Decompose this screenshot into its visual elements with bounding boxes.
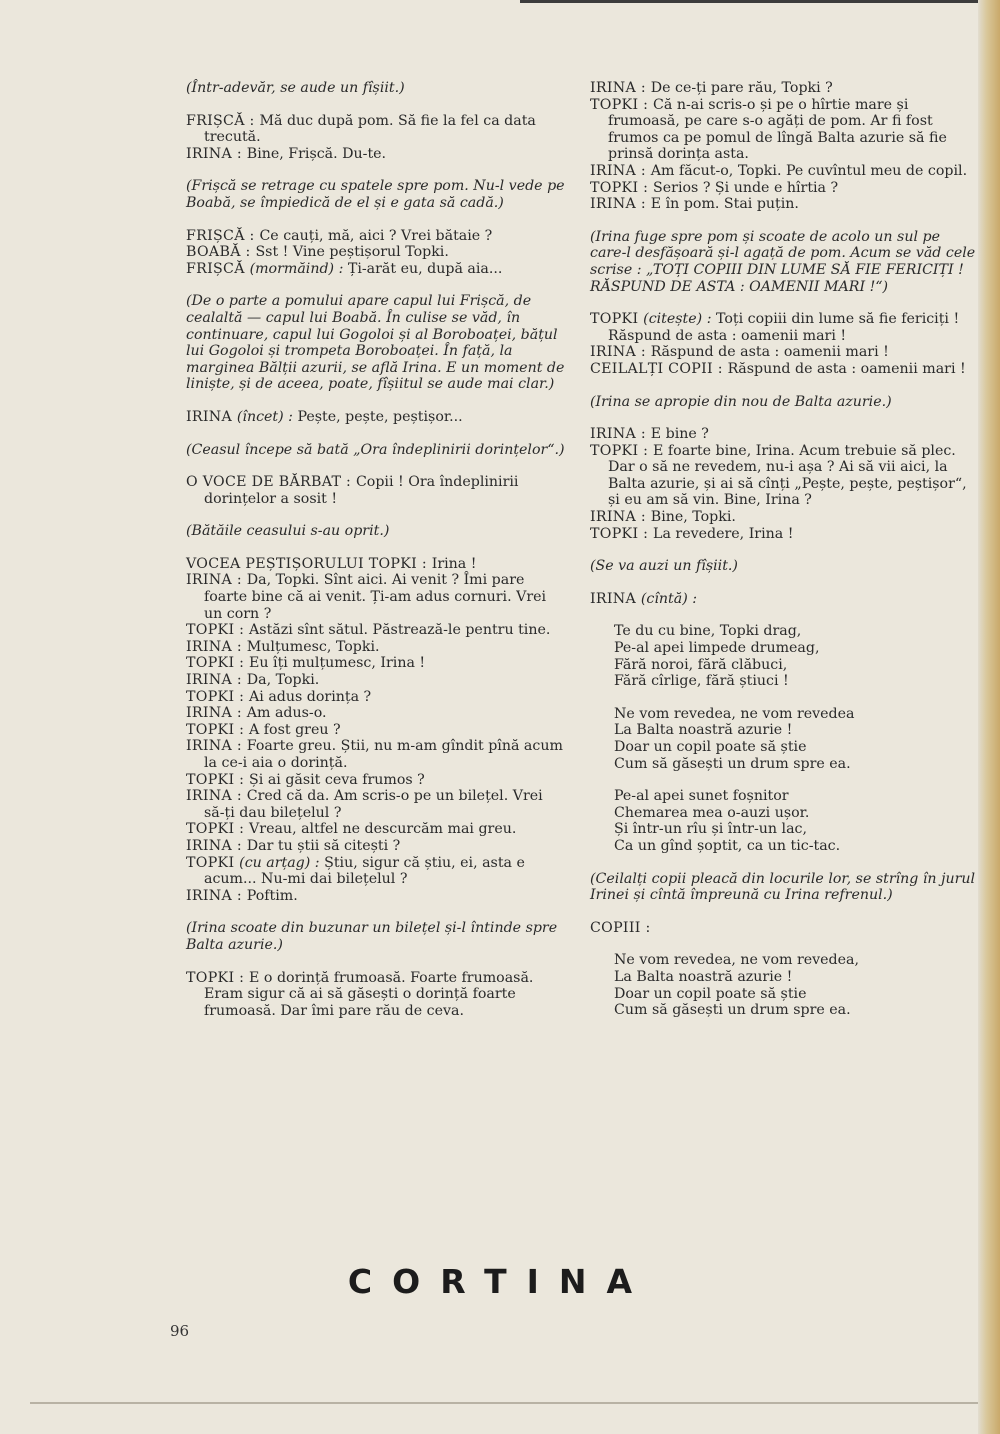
dialogue-line <box>186 705 566 722</box>
speaker-name: IRINA : <box>186 837 247 854</box>
dialogue-line <box>186 655 566 672</box>
dialogue-text: Pește, pește, peștișor... <box>297 408 463 425</box>
speaker-name: TOPKI : <box>186 688 250 705</box>
speaker-name: IRINA : <box>590 426 651 443</box>
spacer <box>186 212 566 228</box>
speaker-name: TOPKI : <box>590 442 654 459</box>
dialogue-text: Foarte greu. Știi, nu m-am gîndit pînă acum la ce-i aia o dorință. <box>204 738 563 771</box>
stage-direction: (Irina se apropie din nou de Balta azurie.) <box>590 393 892 410</box>
spacer <box>590 542 976 558</box>
dialogue-line <box>186 855 566 888</box>
speaker-direction: (citește) : <box>643 311 716 328</box>
spacer <box>590 855 976 871</box>
dialogue-text: Ți-arăt eu, după aia... <box>347 260 503 277</box>
spacer <box>186 426 566 442</box>
verse-line: Cum să găsești un drum spre ea. <box>614 755 851 772</box>
stage-direction: (Irina fuge spre pom și scoate de acolo un sul pe care-l desfășoară și-l agață de pom. Acum se văd cele scrise : „TOȚI COPIII DIN LUME SĂ FIE FERICIȚI ! RĂSPUND DE ASTA : OAMENII MARI !“) <box>590 228 976 295</box>
verse-line: Pe-al apei sunet foșnitor <box>614 788 789 805</box>
verse-line: Doar un copil poate să știe <box>614 739 807 755</box>
dialogue-text: Ai adus dorința ? <box>249 688 372 705</box>
dialogue-text: Bine, Frișcă. Du-te. <box>246 145 387 162</box>
verse-line: Fără noroi, fără clăbuci, <box>614 656 788 673</box>
dialogue-line <box>186 409 566 426</box>
dialogue-text: Că n-ai scris-o și pe o hîrtie mare și frumoasă, pe care s-o agăți de pom. Ar fi fost frumos ca pe pomul de lîngă Balta azurie să fie prinsă dorința asta. <box>608 96 947 163</box>
spacer <box>186 277 566 293</box>
dialogue-line <box>590 196 976 213</box>
speaker-name: TOPKI : <box>186 622 250 639</box>
dialogue-line <box>186 228 566 245</box>
dialogue-line <box>186 672 566 689</box>
verse-line: Te du cu bine, Topki drag, <box>614 623 802 640</box>
verse-line: Ne vom revedea, ne vom revedea, <box>614 952 859 969</box>
speaker-name: TOPKI : <box>186 721 250 738</box>
speaker-name: IRINA : <box>186 672 247 689</box>
spacer <box>186 393 566 409</box>
stage-direction: (Frișcă se retrage cu spatele spre pom. Nu-l vede pe Boabă, se împiedică de el și e gata să cadă.) <box>186 178 565 211</box>
verse-line: Fără cîrlige, fără știuci ! <box>614 673 789 690</box>
speaker-name: IRINA : <box>590 344 651 361</box>
speaker-name: IRINA : <box>590 509 651 526</box>
dialogue-line <box>590 344 976 361</box>
speaker-name: COPIII : <box>590 919 651 936</box>
dialogue-line <box>186 689 566 706</box>
spacer <box>186 458 566 474</box>
stage-direction: (Se va auzi un fîșiit.) <box>590 558 738 575</box>
dialogue-line <box>186 146 566 163</box>
dialogue-line <box>590 443 976 509</box>
speaker-direction: (cu arțag) : <box>239 854 325 871</box>
stage-direction: (Într-adevăr, se aude un fîșiit.) <box>186 80 405 96</box>
dialogue-text: Cred că da. Am scris-o pe un bilețel. Vrei să-ți dau bilețelul ? <box>204 788 543 821</box>
dialogue-line <box>186 113 566 146</box>
dialogue-line <box>186 474 566 507</box>
dialogue-line <box>186 788 566 821</box>
speaker-direction: (cîntă) : <box>640 590 698 607</box>
speaker-name: IRINA : <box>186 705 247 722</box>
dialogue-text: E în pom. Stai puțin. <box>650 196 799 213</box>
dialogue-line <box>186 738 566 771</box>
dialogue-text: Știu, sigur că știu, ei, asta e acum... Nu-mi dai bilețelul ? <box>204 854 525 888</box>
dialogue-text: Toți copiii din lume să fie fericiți ! Răspund de asta : oamenii mari ! <box>608 311 960 344</box>
dialogue-line <box>186 261 566 278</box>
spacer <box>186 162 566 178</box>
speaker-name: FRIȘCĂ : <box>186 112 260 129</box>
ending-heading: CORTINA <box>347 1262 653 1301</box>
stage-direction: (Irina scoate din buzunar un bilețel și-l întinde spre Balta azurie.) <box>186 920 558 953</box>
dialogue-text: E foarte bine, Irina. Acum trebuie să plec. Dar o să ne revedem, nu-i așa ? Ai să vii aici, la Balta azurie, și ai să cînți „Pește, pește, peștișor“, și eu am să vin. Bine, Irina ? <box>608 442 967 509</box>
verse-line: La Balta noastră azurie ! <box>614 722 793 739</box>
dialogue-line <box>186 772 566 789</box>
spacer <box>590 690 976 706</box>
speaker-name: CEILALȚI COPII : <box>590 360 728 377</box>
dialogue-text: Da, Topki. Sînt aici. Ai venit ? Îmi pare foarte bine că ai venit. Ți-am adus cornuri. Vrei un corn ? <box>204 572 547 622</box>
speaker-direction: (mormăind) : <box>249 260 348 277</box>
speaker-name: FRIȘCĂ <box>186 260 250 277</box>
dialogue-line <box>186 622 566 639</box>
dialogue-line <box>590 180 976 197</box>
speaker-direction: (încet) : <box>236 408 298 425</box>
spacer <box>186 954 566 970</box>
speaker-name: BOABĂ : <box>186 244 256 261</box>
verse-line: Cum să găsești un drum spre ea. <box>614 1002 851 1019</box>
spacer <box>590 295 976 311</box>
speaker-name: IRINA <box>186 408 237 425</box>
speaker-name: TOPKI <box>186 854 240 871</box>
spacer <box>186 540 566 556</box>
speaker-name: IRINA : <box>186 638 247 655</box>
verse-line: Ca un gînd șoptit, ca un tic-tac. <box>614 837 841 854</box>
dialogue-line <box>186 970 566 1020</box>
speaker-name: IRINA : <box>590 80 651 96</box>
speaker-name: IRINA : <box>186 145 247 162</box>
dialogue-text: Dar tu știi să citești ? <box>246 837 401 854</box>
spacer <box>590 410 976 426</box>
dialogue-text: De ce-ți pare rău, Topki ? <box>650 80 833 96</box>
dialogue-text: Sst ! Vine peștișorul Topki. <box>255 244 449 261</box>
dialogue-text: Mă duc după pom. Să fie la fel ca data trecută. <box>204 112 536 146</box>
dialogue-text: Irina ! <box>431 555 477 572</box>
dialogue-line <box>186 838 566 855</box>
speaker-name: IRINA : <box>590 196 651 213</box>
speaker-name: TOPKI : <box>590 179 654 196</box>
dialogue-text: Vreau, altfel ne descurcăm mai greu. <box>249 821 517 838</box>
stage-direction: (Ceasul începe să bată „Ora îndeplinirii dorințelor“.) <box>186 441 565 458</box>
dialogue-text: A fost greu ? <box>249 721 341 738</box>
speaker-name: TOPKI : <box>186 969 250 986</box>
dialogue-line <box>590 163 976 180</box>
left-column <box>186 80 566 1019</box>
dialogue-line <box>590 591 976 608</box>
speaker-name: TOPKI : <box>186 821 250 838</box>
dialogue-text: Poftim. <box>246 887 298 904</box>
speaker-name: VOCEA PEȘTIȘORULUI TOPKI : <box>186 555 432 572</box>
dialogue-line <box>186 821 566 838</box>
dialogue-line <box>186 888 566 905</box>
bottom-rule <box>30 1402 978 1404</box>
dialogue-line <box>590 526 976 543</box>
speaker-name: TOPKI : <box>590 525 654 542</box>
dialogue-line <box>590 361 976 378</box>
stage-direction: (Bătăile ceasului s-au oprit.) <box>186 523 390 540</box>
spacer <box>590 904 976 920</box>
dialogue-line <box>590 920 976 937</box>
dialogue-line <box>186 244 566 261</box>
dialogue-text: Mulțumesc, Topki. <box>246 638 380 655</box>
dialogue-text: Da, Topki. <box>246 672 320 689</box>
right-column <box>590 80 976 1019</box>
dialogue-line <box>186 722 566 739</box>
speaker-name: IRINA : <box>186 738 247 755</box>
dialogue-text: Răspund de asta : oamenii mari ! <box>727 360 966 377</box>
speaker-name: O VOCE DE BĂRBAT : <box>186 474 356 491</box>
spacer <box>590 575 976 591</box>
speaker-name: TOPKI <box>590 311 644 328</box>
page-number: 96 <box>170 1322 190 1340</box>
verse-line: Pe-al apei limpede drumeag, <box>614 640 820 657</box>
page-edge <box>978 0 1000 1434</box>
dialogue-text: E o dorință frumoasă. Foarte frumoasă. Eram sigur că ai să găsești o dorință foarte frumoasă. Dar îmi pare rău de ceva. <box>204 969 534 1019</box>
speaker-name: TOPKI : <box>186 655 250 672</box>
spacer <box>590 936 976 952</box>
dialogue-text: Ce cauți, mă, aici ? Vrei bătaie ? <box>259 227 493 244</box>
dialogue-text: Eu îți mulțumesc, Irina ! <box>249 655 426 672</box>
dialogue-text: Și ai găsit ceva frumos ? <box>249 771 425 788</box>
dialogue-text: Răspund de asta : oamenii mari ! <box>650 344 889 361</box>
speaker-name: IRINA : <box>186 788 247 805</box>
dialogue-line <box>590 311 976 344</box>
dialogue-line <box>590 97 976 163</box>
speaker-name: IRINA <box>590 590 641 607</box>
speaker-name: IRINA : <box>590 162 651 179</box>
spacer <box>590 607 976 623</box>
dialogue-line <box>186 639 566 656</box>
spacer <box>590 213 976 229</box>
verse-line: Ne vom revedea, ne vom revedea <box>614 705 855 722</box>
dialogue-text: Am adus-o. <box>246 705 327 722</box>
spacer <box>186 904 566 920</box>
verse-line: Chemarea mea o-auzi ușor. <box>614 804 810 821</box>
top-rule <box>520 0 1000 3</box>
speaker-name: TOPKI : <box>186 771 250 788</box>
stage-direction: (De o parte a pomului apare capul lui Frișcă, de cealaltă — capul lui Boabă. În culise se văd, în continuare, capul lui Gogoloi și al Boroboaței, bățul lui Gogoloi și trompeta Boroboaței. În față, la marginea Bălții azurii, se află Irina. E un moment de liniște, și de aceea, poate, fîșiitul se aude mai clar.) <box>186 293 565 393</box>
verse-line: Și într-un rîu și într-un lac, <box>614 821 807 838</box>
verse-line: Doar un copil poate să știe <box>614 985 807 1002</box>
dialogue-text: Am făcut-o, Topki. Pe cuvîntul meu de copil. <box>650 162 968 179</box>
dialogue-text: Serios ? Și unde e hîrtia ? <box>653 179 839 196</box>
dialogue-line <box>186 572 566 622</box>
dialogue-text: Copii ! Ora îndeplinirii dorințelor a sosit ! <box>204 474 519 507</box>
spacer <box>590 378 976 394</box>
spacer <box>590 772 976 788</box>
speaker-name: IRINA : <box>186 887 247 904</box>
dialogue-text: E bine ? <box>650 426 709 443</box>
speaker-name: FRIȘCĂ : <box>186 227 260 244</box>
dialogue-text: Bine, Topki. <box>650 509 736 526</box>
dialogue-text: La revedere, Irina ! <box>653 525 794 542</box>
spacer <box>186 97 566 113</box>
dialogue-text: Astăzi sînt sătul. Păstrează-le pentru tine. <box>249 622 551 639</box>
stage-direction: (Ceilalți copii pleacă din locurile lor, se strîng în jurul Irinei și cîntă împreună cu Irina refrenul.) <box>590 870 976 904</box>
speaker-name: TOPKI : <box>590 96 654 113</box>
dialogue-line <box>590 80 976 97</box>
spacer <box>186 507 566 523</box>
dialogue-line <box>590 509 976 526</box>
speaker-name: IRINA : <box>186 572 247 589</box>
verse-line: La Balta noastră azurie ! <box>614 968 793 985</box>
dialogue-line <box>590 426 976 443</box>
dialogue-line <box>186 556 566 573</box>
